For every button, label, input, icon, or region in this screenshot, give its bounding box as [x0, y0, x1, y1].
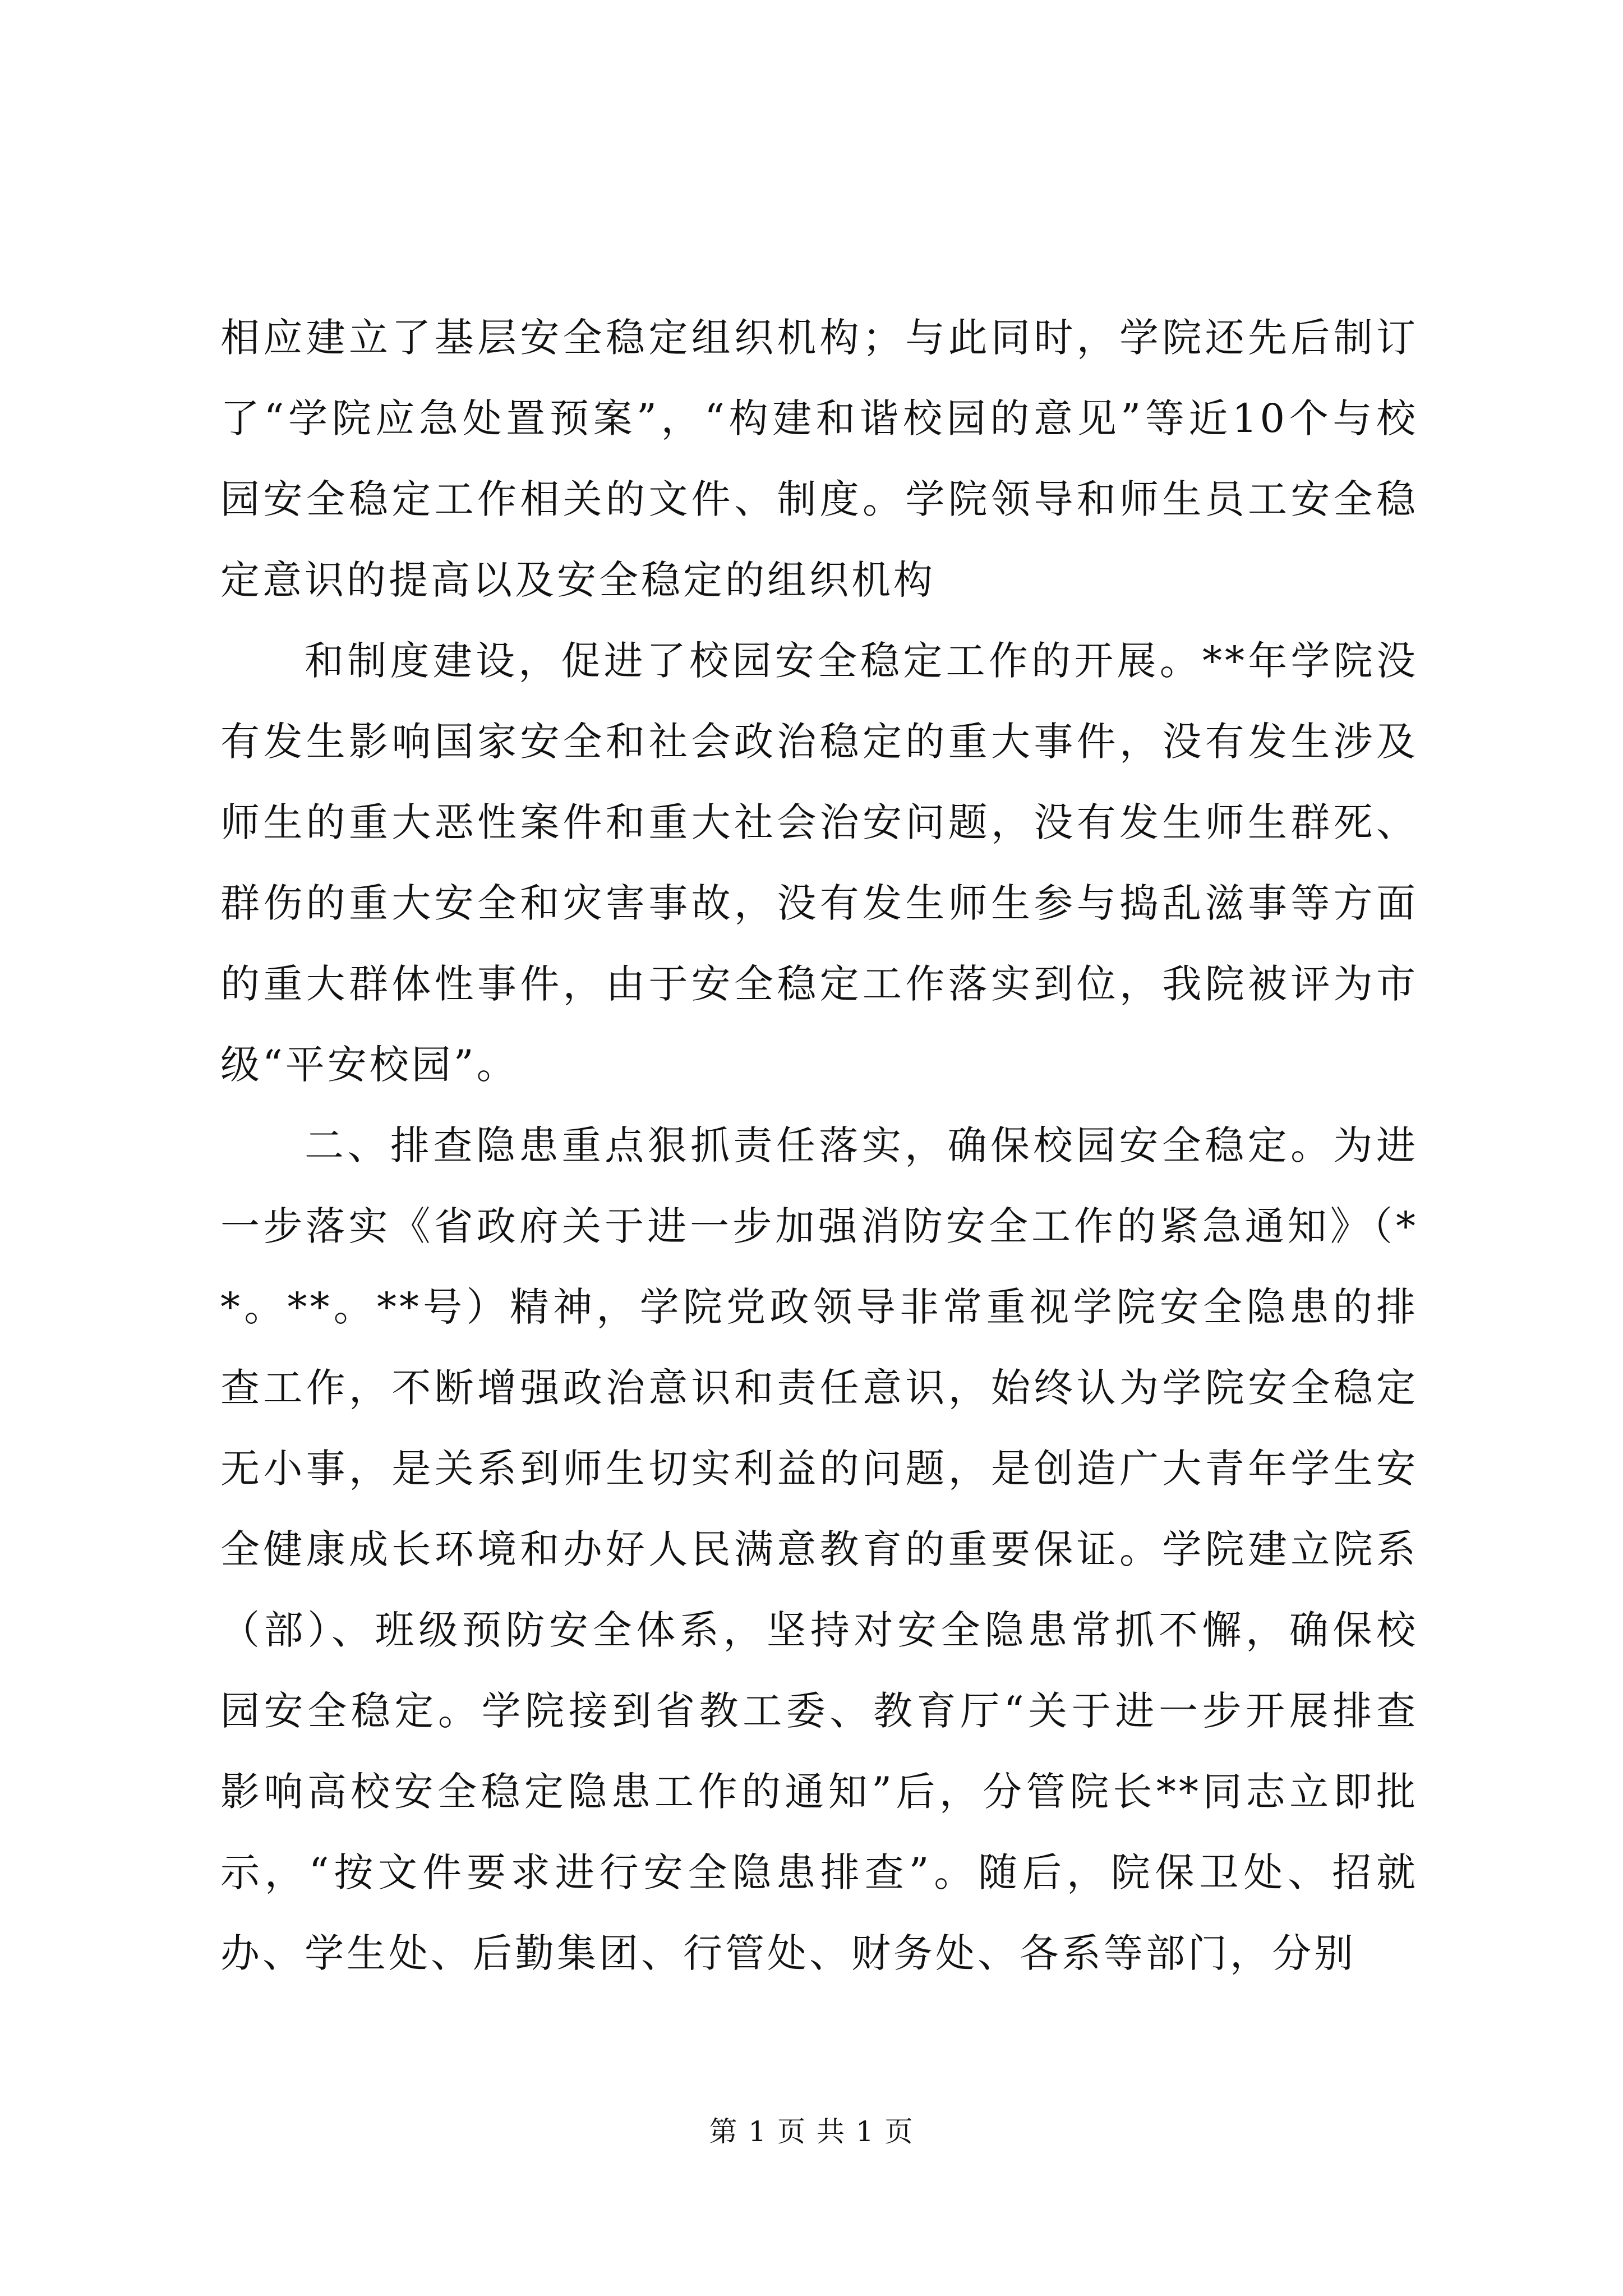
- paragraph-1: 相应建立了基层安全稳定组织机构；与此同时，学院还先后制订了“学院应急处置预案”，“构建和谐校园的意见”等近10个与校园安全稳定工作相关的文件、制度。学院领导和师生员工安全稳定意识的提高以及安全稳定的组织机构: [220, 315, 1418, 603]
- document-body: [220, 297, 1418, 1994]
- paragraph-2: 和制度建设，促进了校园安全稳定工作的开展。**年学院没有发生影响国家安全和社会政治稳定的重大事件，没有发生涉及师生的重大恶性案件和重大社会治安问题，没有发生师生群死、群伤的重大安全和灾害事故，没有发生师生参与捣乱滋事等方面的重大群体性事件，由于安全稳定工作落实到位，我院被评为市级“平安校园”。: [220, 638, 1418, 1088]
- paragraph-3: 二、排查隐患重点狠抓责任落实，确保校园安全稳定。为进一步落实《省政府关于进一步加强消防安全工作的紧急通知》（**。**。**号）精神，学院党政领导非常重视学院安全隐患的排查工作，不断增强政治意识和责任意识，始终认为学院安全稳定无小事，是关系到师生切实利益的问题，是创造广大青年学生安全健康成长环境和办好人民满意教育的重要保证。学院建立院系（部）、班级预防安全体系，坚持对安全隐患常抓不懈，确保校园安全稳定。学院接到省教工委、教育厅“关于进一步开展排查影响高校安全稳定隐患工作的通知”后，分管院长**同志立即批示，“按文件要求进行安全隐患排查”。随后，院保卫处、招就办、学生处、后勤集团、行管处、财务处、各系等部门，分别: [220, 1122, 1418, 1976]
- page-footer: 第 1 页 共 1 页: [709, 2115, 914, 2148]
